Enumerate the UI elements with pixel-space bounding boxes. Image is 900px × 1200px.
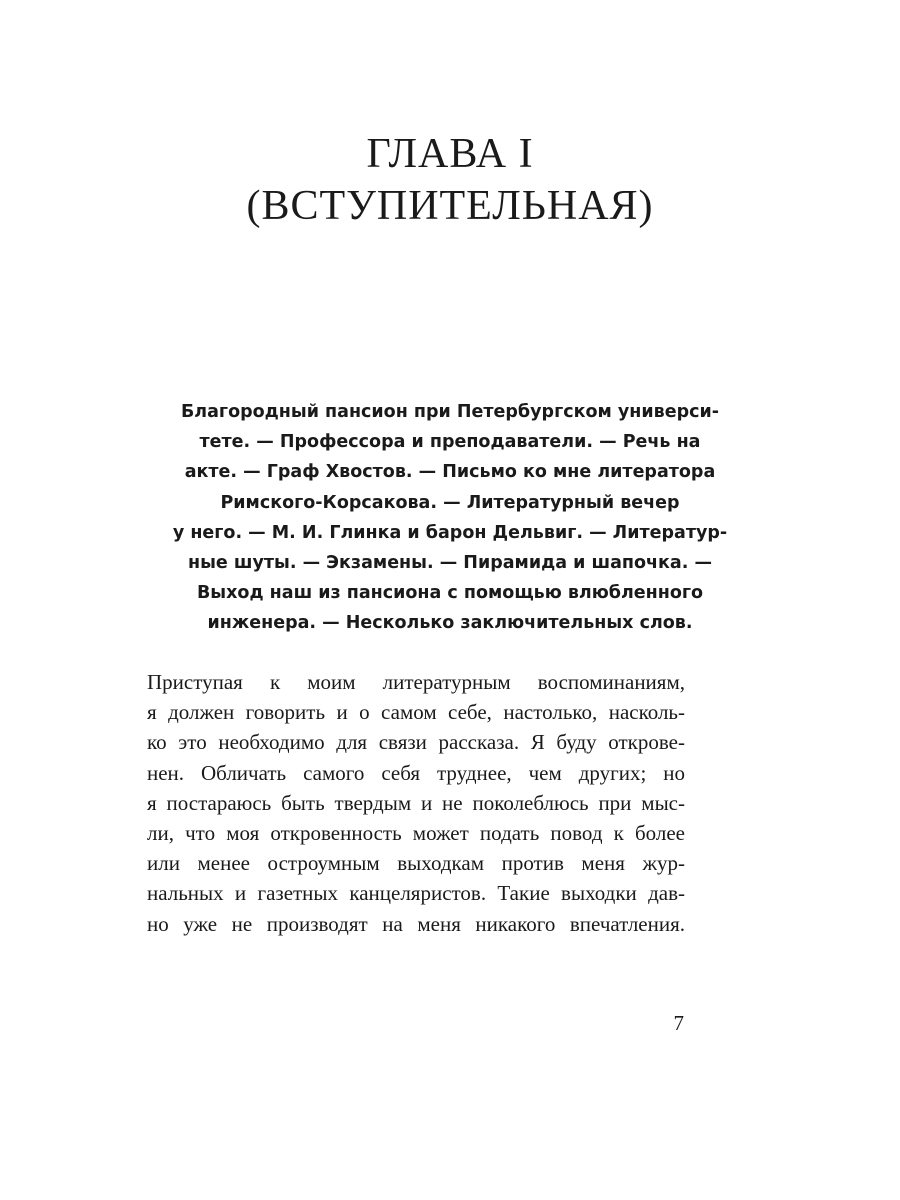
page-number: 7	[673, 1011, 684, 1035]
body-line: Приступая к моим литературным воспоминаниям,	[147, 670, 685, 694]
body-line: ли, что моя откровенность может подать повод к более	[147, 821, 685, 846]
synopsis-line: Выход наш из пансиона с помощью влюбленного	[196, 583, 704, 604]
synopsis-line: акте. — Граф Хвостов. — Письмо ко мне литератора	[184, 462, 716, 483]
synopsis-line: тете. — Профессора и преподаватели. — Речь на	[199, 432, 701, 453]
body-line: я постараюсь быть твердым и не поколеблюсь при мыс-	[147, 790, 685, 815]
body-paragraph	[147, 667, 685, 939]
synopsis-line: у него. — М. И. Глинка и барон Дельвиг. — Литератур-	[172, 522, 728, 543]
chapter-synopsis	[140, 397, 760, 639]
body-line: но уже не производят на меня никакого впечатления.	[147, 911, 685, 936]
synopsis-line: Благородный пансион при Петербургском универси-	[180, 402, 720, 422]
chapter-title	[0, 128, 900, 232]
chapter-title-line-2: (ВСТУПИТЕЛЬНАЯ)	[246, 183, 654, 229]
body-line: нен. Обличать самого себя труднее, чем других; но	[147, 760, 685, 785]
chapter-title-line-1: ГЛАВА I	[366, 131, 534, 177]
synopsis-line: Римского-Корсакова. — Литературный вечер	[220, 492, 680, 513]
synopsis-line: инженера. — Несколько заключительных слов.	[207, 613, 693, 634]
synopsis-line: ные шуты. — Экзамены. — Пирамида и шапочка. —	[188, 553, 712, 574]
body-line: ко это необходимо для связи рассказа. Я буду открове-	[147, 730, 685, 755]
body-line: я должен говорить и о самом себе, настолько, насколь-	[147, 700, 685, 725]
body-line: нальных и газетных канцеляристов. Такие выходки дав-	[147, 881, 685, 906]
body-line: или менее остроумным выходкам против меня жур-	[147, 851, 685, 876]
